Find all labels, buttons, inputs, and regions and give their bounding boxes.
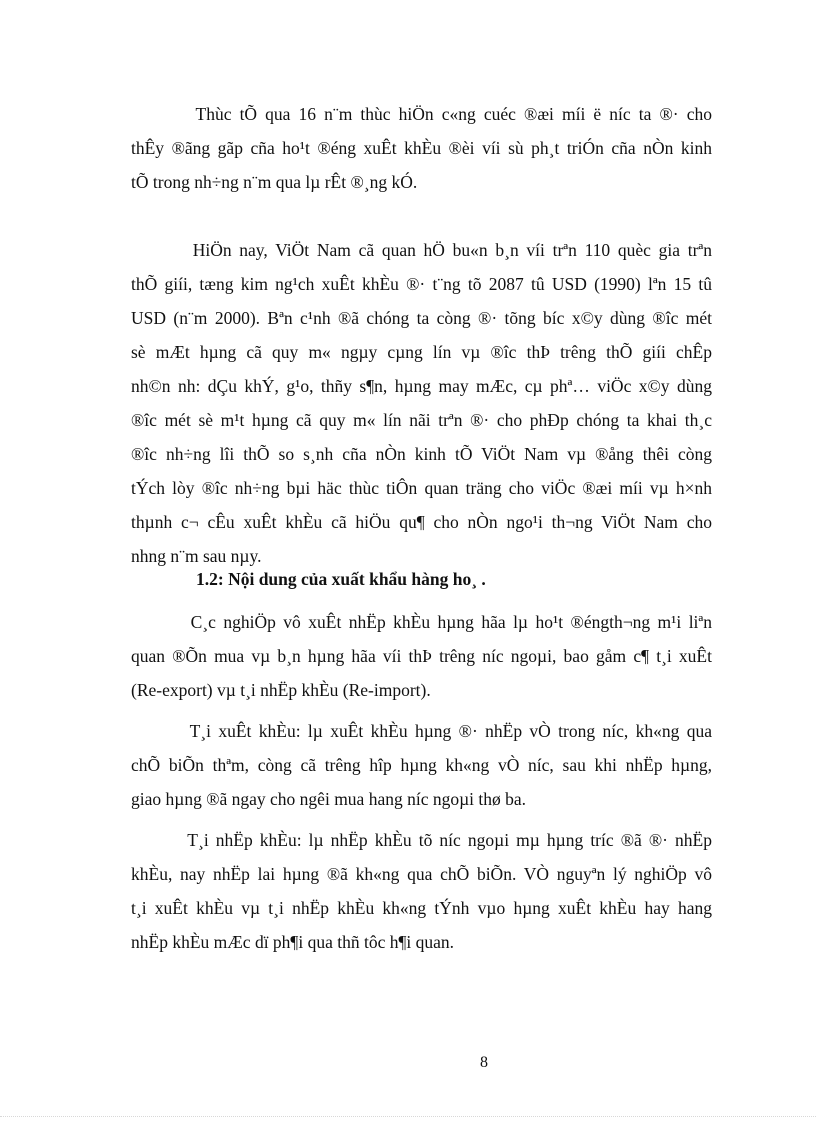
text-line: nh©n nh: dÇu khÝ, g¹o, thñy s¶n, hµng may mÆc, cµ phª… viÖc x©y dùng [131,376,712,396]
text-line: t¸i xuÊt khÈu vµ t¸i nhËp khÈu kh«ng tÝnh vµo hµng xuÊt khÈu hay hang [131,898,712,918]
text-line: Thùc tÕ qua 16 n¨m thùc hiÖn c«ng cuéc ®æi míi ë níc ta ®· cho [131,104,712,124]
text-line: giao hµng ®ã ngay cho ngêi mua hang níc ngoµi thø ba. [131,789,527,809]
text-line: nhng n¨m sau nµy. [131,546,262,566]
text-line: nhËp khÈu mÆc dï ph¶i qua thñ tôc h¶i quan. [131,932,455,952]
page-number: 8 [480,1054,488,1071]
text-line: ®îc nh÷ng lîi thÕ so s¸nh cña nÒn kinh tÕ ViÖt Nam vµ ®ång thêi còng [131,444,712,464]
footer-divider [0,1116,816,1117]
text-line: quan ®Õn mua vµ b¸n hµng hãa víi thÞ trêng níc ngoµi, bao gåm c¶ t¸i xuÊt [131,646,712,666]
text-line: ®îc mét sè m¹t hµng cã quy m« lín nãi trªn ®· cho phÐp chóng ta khai th¸c [131,410,712,430]
text-line: khÈu, nay nhËp lai hµng ®ã kh«ng qua chÕ biÕn. VÒ nguyªn lý nghiÖp vô [131,864,712,884]
text-line: T¸i xuÊt khÈu: lµ xuÊt khÈu hµng ®· nhËp vÒ trong níc, kh«ng qua [131,721,712,741]
text-line: chÕ biÕn thªm, còng cã trêng hîp hµng kh«ng vÒ níc, sau khi nhËp hµng, [131,755,712,775]
text-line: thÕ giíi, tæng kim ng¹ch xuÊt khÈu ®· t¨ng tõ 2087 tû USD (1990) lªn 15 tû [131,274,712,294]
text-line: thÊy ®ãng gãp cña ho¹t ®éng xuÊt khÈu ®èi víi sù ph¸t triÓn cña nÒn kinh [131,138,712,158]
paragraph-re-import [131,823,712,959]
text-line: thµnh c¬ cÊu xuÊt khÈu cã hiÖu qu¶ cho nÒn ngo¹i th¬ng ViÖt Nam cho [131,512,712,532]
text-line: tÕ trong nh÷ng n¨m qua lµ rÊt ®¸ng kÓ. [131,172,418,192]
text-line: HiÖn nay, ViÖt Nam cã quan hÖ bu«n b¸n víi trªn 110 quèc gia trªn [131,240,712,260]
text-line: tÝch lòy ®îc nh÷ng bµi häc thùc tiÔn quan träng cho viÖc ®æi míi vµ h×nh [131,478,712,498]
paragraph-vietnam-trade [131,233,712,573]
paragraph-import-export-operations [131,605,712,707]
text-line: T¸i nhËp khÈu: lµ nhËp khÈu tõ níc ngoµi mµ hµng tríc ®ã ®· nhËp [131,830,712,850]
section-heading: 1.2: Nội dung của xuất khẩu hàng ho¸ . [196,569,486,589]
text-line: sè mÆt hµng cã quy m« ngµy cµng lín vµ ®îc thÞ trêng thÕ giíi chÊp [131,342,712,362]
paragraph-export-overview [131,97,712,199]
text-line: C¸c nghiÖp vô xuÊt nhËp khÈu hµng hãa lµ ho¹t ®éngth¬ng m¹i liªn [131,612,712,632]
paragraph-re-export [131,714,712,816]
text-line: (Re-export) vµ t¸i nhËp khÈu (Re-import). [131,680,431,700]
text-line: USD (n¨m 2000). Bªn c¹nh ®ã chóng ta còng ®· tõng bíc x©y dùng ®îc mét [131,308,712,328]
